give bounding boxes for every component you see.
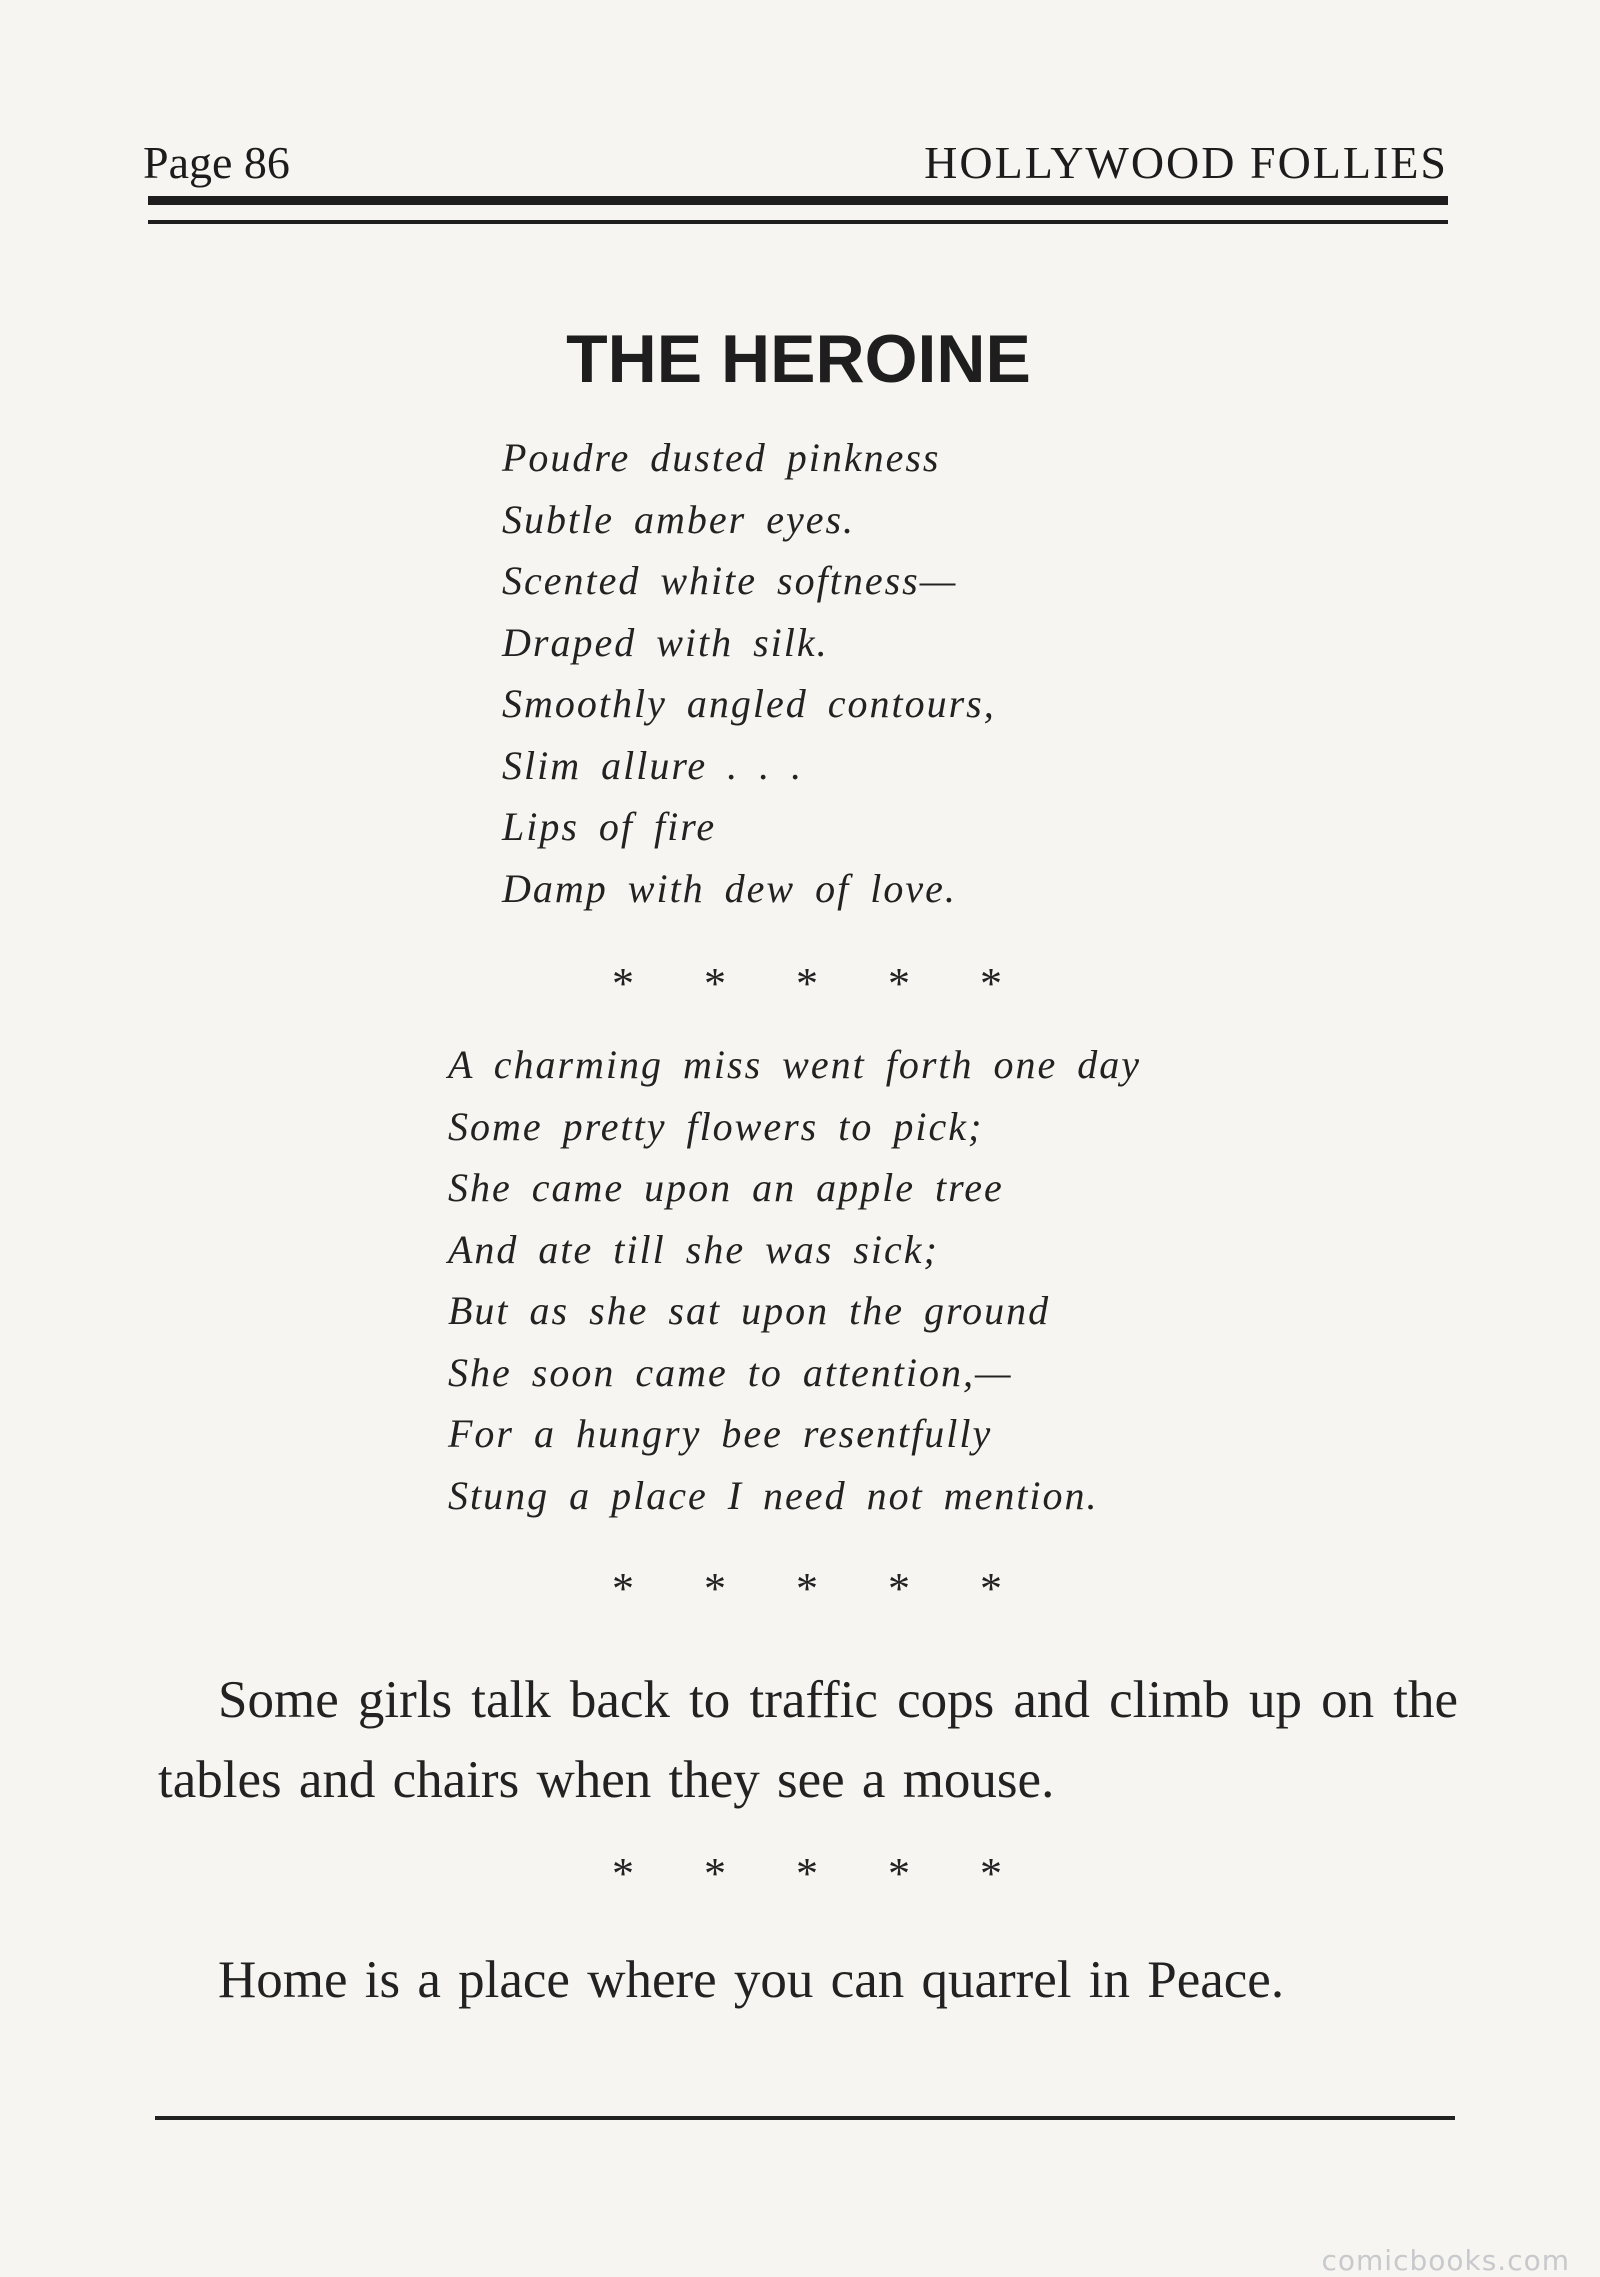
traffic-cops-joke: Some girls talk back to traffic cops and climb up on the tables and chairs when they see a mouse. [158, 1671, 1458, 1809]
asterisk-separator [612, 1563, 1002, 1614]
poem-line: Lips of fire [502, 804, 717, 849]
asterisk-separator [612, 1848, 1002, 1899]
page-number: Page 86 [143, 137, 290, 188]
poem-line: Scented white softness— [502, 558, 958, 603]
site-watermark: comicbooks.com [1321, 2244, 1570, 2277]
asterisk-glyph: * [888, 1564, 910, 1613]
header-rule-thick [148, 196, 1448, 205]
poem-line: She came upon an apple tree [448, 1165, 1004, 1210]
asterisk-glyph: * [612, 1564, 634, 1613]
poem-line: Smoothly angled contours, [502, 681, 996, 726]
asterisk-glyph: * [796, 1564, 818, 1613]
poem-line: A charming miss went forth one day [448, 1042, 1142, 1087]
asterisk-separator [612, 958, 1002, 1009]
poem-line: Slim allure . . . [502, 742, 804, 788]
asterisk-glyph: * [704, 959, 726, 1008]
footer-rule [155, 2116, 1455, 2120]
poem-line: Damp with dew of love. [502, 865, 957, 911]
asterisk-glyph: * [888, 959, 910, 1008]
poem-line: Poudre dusted pinkness [502, 435, 941, 480]
home-quarrel-joke: Home is a place where you can quarrel in Peace. [218, 1951, 1285, 2009]
poem-line: For a hungry bee resentfully [448, 1411, 993, 1456]
asterisk-glyph: * [796, 1849, 818, 1898]
asterisk-glyph: * [980, 1849, 1002, 1898]
poem-line: Some pretty flowers to pick; [448, 1103, 984, 1149]
asterisk-glyph: * [980, 1564, 1002, 1613]
poem-line: Draped with silk. [502, 619, 829, 665]
asterisk-glyph: * [612, 1849, 634, 1898]
poem-line: But as she sat upon the ground [448, 1288, 1051, 1333]
asterisk-glyph: * [796, 959, 818, 1008]
asterisk-glyph: * [704, 1849, 726, 1898]
header-rule-thin [148, 220, 1448, 224]
charming-miss-poem [448, 1034, 1141, 1526]
running-title: HOLLYWOOD FOLLIES [924, 137, 1448, 188]
asterisk-glyph: * [980, 959, 1002, 1008]
asterisk-glyph: * [704, 1564, 726, 1613]
poem-line: And ate till she was sick; [448, 1226, 939, 1272]
poem-line: She soon came to attention,— [448, 1349, 1013, 1395]
poem-line: Stung a place I need not mention. [448, 1472, 1099, 1518]
asterisk-glyph: * [888, 1849, 910, 1898]
page-title: THE HEROINE [566, 321, 1031, 397]
page-header [143, 136, 1448, 189]
poem-line: Subtle amber eyes. [502, 496, 856, 542]
heroine-poem [502, 427, 996, 919]
asterisk-glyph: * [612, 959, 634, 1008]
